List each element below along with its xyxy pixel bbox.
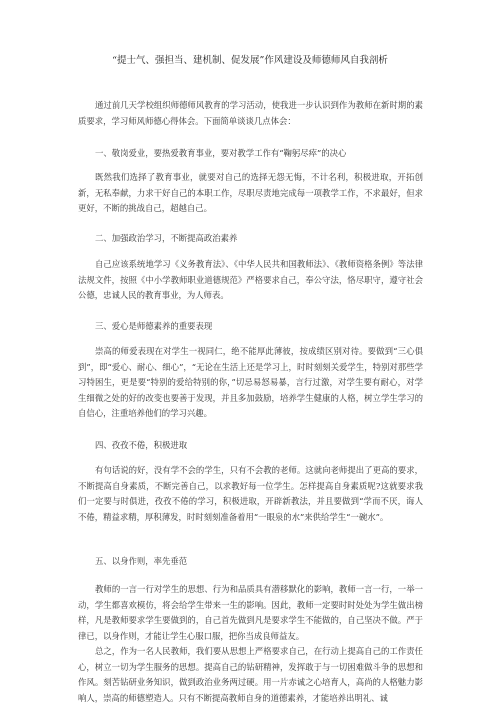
section-heading-3: 三、爱心是师德素养的重要表现: [95, 321, 213, 331]
section-body-4: 有句话说的好，没有学不会的学生，只有不会教的老师。这就向老师提出了更高的要求，不断提高自身素质，不断完善自己，以求教好每一位学生。怎样提高自身素质呢?这就要求我们一定要与时俱进，孜孜不倦的学习，积极进取，开辟新教法，并且要做到“学而不厌，诲人不倦，精益求精，厚积薄发，时时刻刻准备着用“一眼泉的水”来供给学生“一碗水”。: [78, 465, 423, 522]
section-heading-1: 一、敬岗爱业，要热爱教育事业，要对教学工作有“鞠躬尽瘁”的决心: [95, 148, 347, 158]
document-title: “提士气、强担当、建机制、促发展”作风建设及师德师风自我剖析: [112, 55, 388, 66]
section-heading-2: 二、加强政治学习，不断提高政治素养: [95, 233, 238, 243]
section-heading-5: 五、以身作则，率先垂范: [95, 556, 188, 566]
section-body-5: 教师的一言一行对学生的思想、行为和品质具有潜移默化的影响，教师一言一行，一举一动，学生都喜欢模仿，将会给学生带来一生的影响。因此，教师一定要时时处处为学生做出榜样，凡是教师要求学生要做到的，自己首先做到凡是要求学生不能做的，自己坚决不做。严于律已，以身作则，才能让学生心服口服，把你当成良师益友。: [78, 584, 423, 641]
conclusion-paragraph: 总之，作为一名人民教师，我们要从思想上严格要求自己，在行动上提高自己的工作责任心，树立一切为学生服务的思想。提高自己的钻研精神，发挥敢于与一切困难做斗争的思想和作风。刻苦钻研业务知识，做到政治业务两过硬。用一片赤诚之心培育人，高尚的人格魅力影响人，崇高的师德塑造人。只有不断提高教师自身的道德素养，才能培养出明礼、诚: [78, 646, 423, 703]
section-heading-4: 四、孜孜不倦，积极进取: [95, 440, 188, 450]
intro-paragraph: 通过前几天学校组织师德师风教育的学习活动，使我进一步认识到作为教师在新时期的素质要求，学习师风师德心得体会。下面简单谈谈几点体会：: [78, 100, 423, 126]
section-body-1: 既然我们选择了教育事业，就要对自己的选择无怨无悔，不计名利，积极进取，开拓创新，无私奉献，力求干好自己的本职工作，尽职尽责地完成每一项教学工作，不求最好，但求更好，不断的挑战自己，超越自己。: [78, 172, 423, 213]
section-body-2: 自己应该系统地学习《义务教育法》、《中华人民共和国教师法》、《教师资格条例》等法律法规文件，按照《中小学教师职业道德规范》严格要求自己，奉公守法，恪尽职守，遵守社会公德，忠诚人民的教育事业，为人师表。: [78, 259, 423, 300]
section-body-3: 崇高的师爱表现在对学生一视同仁，绝不能厚此薄彼，按成绩区别对待。要做到“三心俱到”，即“爱心、耐心、细心”，“无论在生活上还是学习上，时时刻刻关爱学生，特别对那些学习特困生，更是要“特别的爱给特别的你，”切忌易怒易暴，言行过激，对学生要有耐心，对学生细微之处的好的改变也要善于发现，并且多加鼓励，培养学生健康的人格，树立学生学习的自信心，注重培养他们的学习兴趣。: [78, 346, 423, 418]
